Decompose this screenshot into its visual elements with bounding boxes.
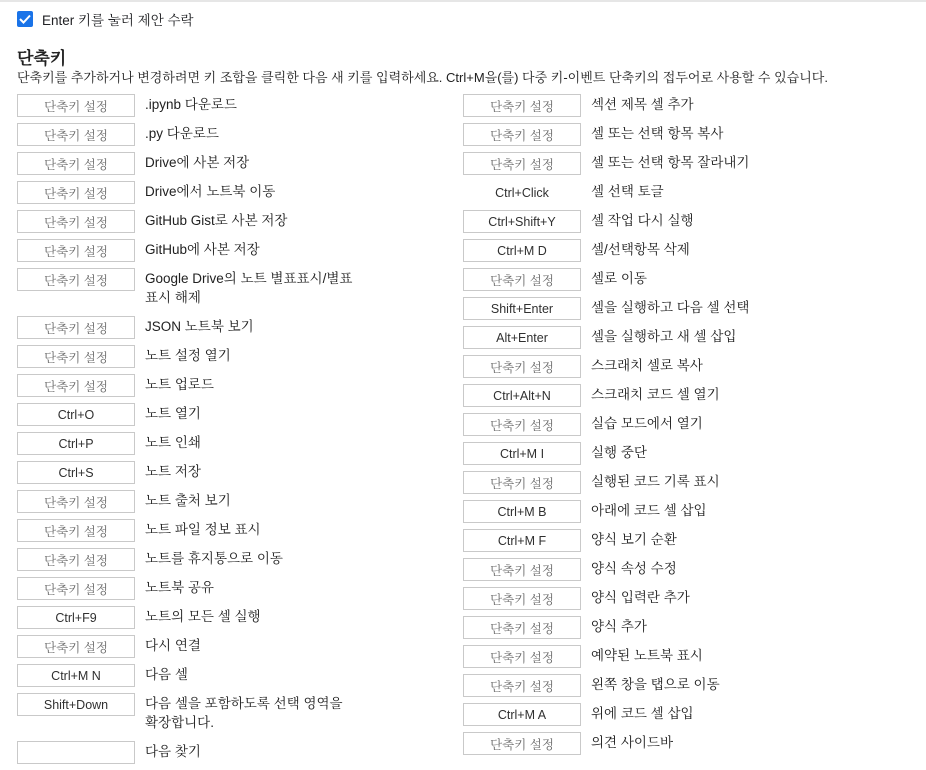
shortcut-action-label: 아래에 코드 셀 삽입 xyxy=(591,503,707,518)
shortcut-action-label: 노트의 모든 셀 실행 xyxy=(145,609,261,624)
shortcut-key-button[interactable]: Ctrl+Shift+Y xyxy=(463,210,581,233)
shortcut-key-button[interactable]: 단축키 설정 xyxy=(463,152,581,175)
shortcut-key-button[interactable]: 단축키 설정 xyxy=(17,374,135,397)
shortcut-row xyxy=(17,490,367,519)
shortcut-row xyxy=(17,123,367,152)
shortcut-key-button[interactable]: Ctrl+Alt+N xyxy=(463,384,581,407)
shortcut-action-label: Google Drive의 노트 별표표시/별표표시 해제 xyxy=(145,271,353,305)
shortcut-key-button[interactable]: 단축키 설정 xyxy=(463,558,581,581)
shortcut-row xyxy=(17,461,367,490)
shortcut-key-button[interactable]: 단축키 설정 xyxy=(17,239,135,262)
shortcut-key-button[interactable]: 단축키 설정 xyxy=(17,181,135,204)
top-divider xyxy=(0,0,926,2)
shortcut-row xyxy=(17,548,367,577)
shortcut-key-button[interactable]: 단축키 설정 xyxy=(463,123,581,146)
shortcut-key-button[interactable]: 단축키 설정 xyxy=(17,268,135,291)
shortcut-action-label: 실행된 코드 기록 표시 xyxy=(591,474,720,489)
shortcut-row xyxy=(463,442,913,471)
shortcut-key-button[interactable] xyxy=(17,741,135,764)
shortcut-key-button[interactable]: 단축키 설정 xyxy=(463,645,581,668)
shortcut-row xyxy=(463,94,913,123)
shortcut-row xyxy=(463,326,913,355)
shortcut-key-button[interactable]: 단축키 설정 xyxy=(17,635,135,658)
shortcut-row xyxy=(463,529,913,558)
shortcut-row xyxy=(17,268,367,316)
shortcut-key-button[interactable]: 단축키 설정 xyxy=(17,519,135,542)
shortcut-action-label: GitHub에 사본 저장 xyxy=(145,242,260,257)
shortcut-key-button[interactable]: 단축키 설정 xyxy=(463,268,581,291)
shortcut-row xyxy=(463,268,913,297)
shortcut-key-button[interactable]: 단축키 설정 xyxy=(17,123,135,146)
shortcut-key-button[interactable]: 단축키 설정 xyxy=(463,355,581,378)
shortcut-key-button[interactable]: 단축키 설정 xyxy=(17,490,135,513)
shortcut-action-label: 예약된 노트북 표시 xyxy=(591,648,703,663)
shortcut-action-label: 양식 속성 수정 xyxy=(591,561,677,576)
shortcut-key-button[interactable]: 단축키 설정 xyxy=(17,210,135,233)
shortcut-action-label: 노트 열기 xyxy=(145,406,201,421)
shortcut-action-label: 다시 연결 xyxy=(145,638,201,653)
shortcut-key-button[interactable]: Shift+Down xyxy=(17,693,135,716)
shortcut-action-label: 양식 보기 순환 xyxy=(591,532,677,547)
shortcut-action-label: Drive에서 노트북 이동 xyxy=(145,184,276,199)
shortcut-action-label: 실행 중단 xyxy=(591,445,647,460)
shortcut-row xyxy=(463,674,913,703)
shortcut-row xyxy=(463,616,913,645)
shortcut-action-label: 스크래치 코드 셀 열기 xyxy=(591,387,720,402)
shortcut-action-label: 노트 저장 xyxy=(145,464,201,479)
shortcut-key-button[interactable]: Ctrl+F9 xyxy=(17,606,135,629)
shortcut-action-label: 섹션 제목 셀 추가 xyxy=(591,97,694,112)
shortcut-key-button[interactable]: Ctrl+M I xyxy=(463,442,581,465)
shortcut-key-button[interactable]: 단축키 설정 xyxy=(17,94,135,117)
shortcut-row xyxy=(463,152,913,181)
shortcut-row xyxy=(17,152,367,181)
shortcut-row xyxy=(463,355,913,384)
shortcut-row xyxy=(463,181,913,210)
shortcut-action-label: 노트 인쇄 xyxy=(145,435,201,450)
shortcut-row xyxy=(463,703,913,732)
shortcut-action-label: 스크래치 셀로 복사 xyxy=(591,358,703,373)
shortcut-key-button[interactable]: 단축키 설정 xyxy=(463,413,581,436)
shortcut-key-button[interactable]: 단축키 설정 xyxy=(463,616,581,639)
shortcut-action-label: 의견 사이드바 xyxy=(591,735,673,750)
shortcut-row xyxy=(17,345,367,374)
shortcut-row xyxy=(463,239,913,268)
shortcut-action-label: 노트 파일 정보 표시 xyxy=(145,522,261,537)
shortcut-row xyxy=(463,558,913,587)
shortcut-key-button[interactable]: 단축키 설정 xyxy=(17,152,135,175)
section-title: 단축키 xyxy=(17,49,67,68)
shortcut-row xyxy=(17,316,367,345)
shortcut-key-button[interactable]: Ctrl+M F xyxy=(463,529,581,552)
shortcut-row xyxy=(463,587,913,616)
shortcut-row xyxy=(17,432,367,461)
shortcut-key-button: Ctrl+Click xyxy=(463,181,581,204)
shortcut-key-button[interactable]: Alt+Enter xyxy=(463,326,581,349)
shortcut-row xyxy=(17,239,367,268)
shortcut-key-button[interactable]: Ctrl+M A xyxy=(463,703,581,726)
shortcut-action-label: 왼쪽 창을 탭으로 이동 xyxy=(591,677,720,692)
shortcut-action-label: 다음 셀을 포함하도록 선택 영역을 확장합니다. xyxy=(145,696,343,730)
shortcut-row xyxy=(17,403,367,432)
shortcut-key-button[interactable]: Ctrl+S xyxy=(17,461,135,484)
shortcut-action-label: 셀 또는 선택 항목 복사 xyxy=(591,126,724,141)
shortcut-row xyxy=(17,635,367,664)
shortcut-key-button[interactable]: Ctrl+M N xyxy=(17,664,135,687)
shortcut-key-button[interactable]: Ctrl+M B xyxy=(463,500,581,523)
shortcut-key-button[interactable]: 단축키 설정 xyxy=(17,345,135,368)
shortcut-action-label: 양식 추가 xyxy=(591,619,647,634)
shortcut-key-button[interactable]: 단축키 설정 xyxy=(463,587,581,610)
shortcut-key-button[interactable]: 단축키 설정 xyxy=(463,471,581,494)
shortcut-row xyxy=(463,210,913,239)
shortcut-key-button[interactable]: 단축키 설정 xyxy=(463,674,581,697)
shortcut-key-button[interactable]: 단축키 설정 xyxy=(17,316,135,339)
shortcut-row xyxy=(463,471,913,500)
shortcut-action-label: .py 다운로드 xyxy=(145,126,219,141)
shortcut-action-label: Drive에 사본 저장 xyxy=(145,155,250,170)
shortcut-row xyxy=(17,693,367,741)
shortcut-key-button[interactable]: 단축키 설정 xyxy=(463,94,581,117)
shortcut-row xyxy=(463,732,913,761)
shortcut-key-button[interactable]: 단축키 설정 xyxy=(17,577,135,600)
checkmark-icon xyxy=(19,14,31,24)
enter-accept-label: Enter 키를 눌러 제안 수락 xyxy=(42,13,194,28)
shortcut-row xyxy=(463,500,913,529)
shortcut-key-button[interactable]: 단축키 설정 xyxy=(17,548,135,571)
shortcuts-left-column xyxy=(17,94,367,770)
shortcut-row xyxy=(17,519,367,548)
shortcut-action-label: 노트 설정 열기 xyxy=(145,348,231,363)
shortcut-row xyxy=(463,645,913,674)
shortcut-key-button[interactable]: Ctrl+M D xyxy=(463,239,581,262)
shortcut-action-label: 셀을 실행하고 다음 셀 선택 xyxy=(591,300,750,315)
shortcut-key-button[interactable]: 단축키 설정 xyxy=(463,732,581,755)
shortcut-row xyxy=(17,577,367,606)
shortcut-action-label: 셀 또는 선택 항목 잘라내기 xyxy=(591,155,750,170)
shortcut-action-label: 노트 출처 보기 xyxy=(145,493,231,508)
enter-accept-setting[interactable] xyxy=(17,9,194,29)
shortcut-action-label: 위에 코드 셀 삽입 xyxy=(591,706,694,721)
shortcut-key-button[interactable]: Ctrl+O xyxy=(17,403,135,426)
shortcut-action-label: 실습 모드에서 열기 xyxy=(591,416,703,431)
shortcuts-right-column xyxy=(463,94,913,761)
shortcut-row xyxy=(17,606,367,635)
shortcut-action-label: 셀을 실행하고 새 셀 삽입 xyxy=(591,329,737,344)
shortcut-key-button[interactable]: Shift+Enter xyxy=(463,297,581,320)
shortcut-row xyxy=(17,664,367,693)
shortcut-key-button[interactable]: Ctrl+P xyxy=(17,432,135,455)
shortcut-action-label: 다음 찾기 xyxy=(145,744,201,759)
shortcut-action-label: 노트를 휴지통으로 이동 xyxy=(145,551,283,566)
shortcut-action-label: GitHub Gist로 사본 저장 xyxy=(145,213,288,228)
shortcut-row xyxy=(463,384,913,413)
section-description: 단축키를 추가하거나 변경하려면 키 조합을 클릭한 다음 새 키를 입력하세요. Ctrl+M을(를) 다중 키-이벤트 단축키의 접두어로 사용할 수 있습니다. xyxy=(17,70,828,85)
shortcut-action-label: 셀/선택항목 삭제 xyxy=(591,242,690,257)
shortcut-action-label: JSON 노트북 보기 xyxy=(145,319,254,334)
shortcut-row xyxy=(17,374,367,403)
shortcut-row xyxy=(17,210,367,239)
shortcut-action-label: 셀 작업 다시 실행 xyxy=(591,213,694,228)
shortcut-action-label: 노트북 공유 xyxy=(145,580,214,595)
shortcut-row xyxy=(463,297,913,326)
shortcut-action-label: 노트 업로드 xyxy=(145,377,214,392)
enter-accept-checkbox[interactable] xyxy=(17,11,33,27)
shortcut-row xyxy=(17,741,367,770)
shortcut-row xyxy=(17,181,367,210)
shortcut-row xyxy=(463,123,913,152)
shortcut-row xyxy=(17,94,367,123)
shortcut-action-label: 양식 입력란 추가 xyxy=(591,590,690,605)
shortcut-action-label: 셀 선택 토글 xyxy=(591,184,664,199)
shortcut-action-label: 셀로 이동 xyxy=(591,271,647,286)
shortcut-action-label: .ipynb 다운로드 xyxy=(145,97,237,112)
shortcut-row xyxy=(463,413,913,442)
shortcut-action-label: 다음 셀 xyxy=(145,667,188,682)
